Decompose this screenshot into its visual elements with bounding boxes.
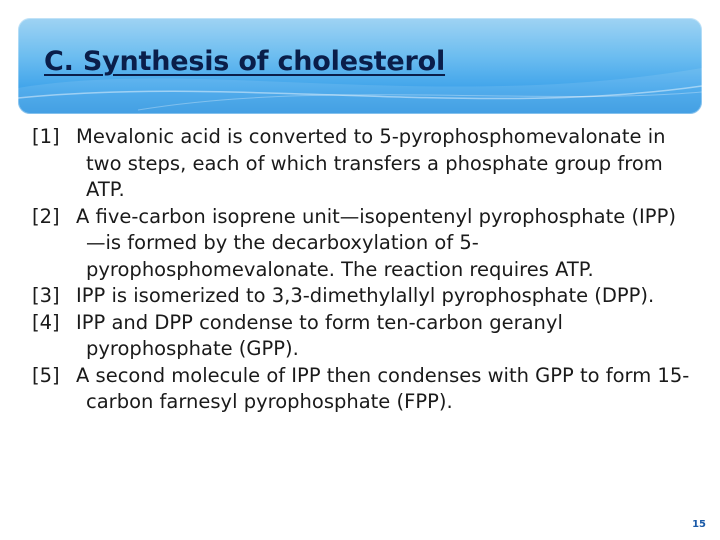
title-banner bbox=[18, 18, 702, 114]
step-text: IPP is isomerized to 3,3-dimethylallyl pyrophosphate (DPP). bbox=[76, 284, 655, 307]
step-text: A five-carbon isoprene unit—isopentenyl pyrophosphate (IPP)—is formed by the decarboxylation of 5-pyrophosphomevalonate. The reaction requires ATP. bbox=[76, 204, 676, 281]
step-number: [4] bbox=[32, 310, 60, 334]
step-item bbox=[32, 204, 692, 284]
step-list bbox=[32, 124, 692, 416]
step-number: [2] bbox=[32, 204, 60, 228]
step-item bbox=[32, 124, 692, 204]
step-number: [3] bbox=[32, 284, 60, 307]
step-item bbox=[32, 283, 692, 310]
step-text: IPP and DPP condense to form ten-carbon geranyl pyrophosphate (GPP). bbox=[76, 310, 563, 360]
page-number: 15 bbox=[692, 519, 706, 530]
slide-title: C. Synthesis of cholesterol bbox=[44, 46, 446, 77]
step-number: [1] bbox=[32, 125, 60, 148]
step-item bbox=[32, 363, 692, 416]
step-text: Mevalonic acid is converted to 5-pyrophosphomevalonate in two steps, each of which transfers a phosphate group from ATP. bbox=[76, 125, 666, 201]
step-item bbox=[32, 310, 692, 363]
step-text: A second molecule of IPP then condenses with GPP to form 15-carbon farnesyl pyrophosphate (FPP). bbox=[76, 363, 690, 413]
step-number: [5] bbox=[32, 363, 60, 387]
